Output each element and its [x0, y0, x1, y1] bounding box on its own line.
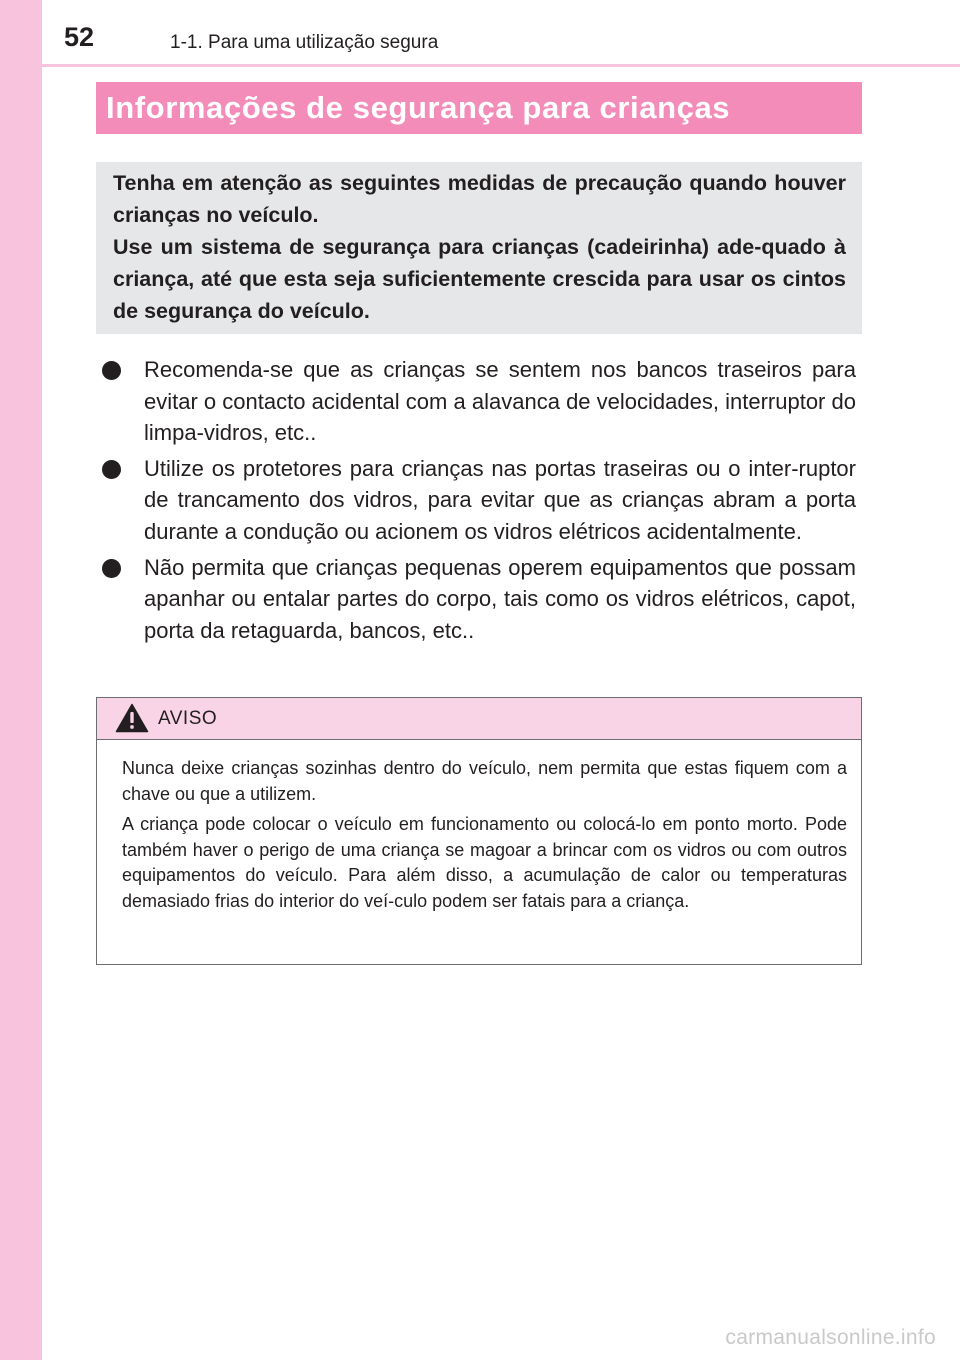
- title-bar: [96, 82, 862, 134]
- list-item: [96, 453, 862, 548]
- warning-label: AVISO: [158, 708, 218, 729]
- bullet-dot-icon: [102, 460, 121, 479]
- page-number: 52: [64, 22, 95, 52]
- warning-triangle-icon: [115, 703, 149, 733]
- warning-box: [96, 697, 862, 965]
- list-item: [96, 354, 862, 449]
- warning-paragraph: Nunca deixe crianças sozinhas dentro do veículo, nem permita que estas fiquem com a chave ou que a utilizem.: [122, 758, 847, 804]
- intro-paragraph: Tenha em atenção as seguintes medidas de precaução quando houver crianças no veículo.: [113, 171, 846, 227]
- bullet-dot-icon: [102, 559, 121, 578]
- intro-paragraph: Use um sistema de segurança para crianças (cadeirinha) ade-quado à criança, até que esta seja suficientemente crescida para usar os cintos de segurança do veículo.: [113, 235, 846, 323]
- bullet-text: Não permita que crianças pequenas operem equipamentos que possam apanhar ou entalar partes do corpo, tais como os vidros elétricos, capot, porta da retaguarda, bancos, etc..: [144, 554, 856, 643]
- bullet-text: Utilize os protetores para crianças nas portas traseiras ou o inter-ruptor de trancamento dos vidros, para evitar que as crianças abram a porta durante a condução ou acionem os vidros elétricos acidentalmente.: [144, 455, 856, 544]
- page-title: Informações de segurança para crianças: [106, 90, 731, 125]
- warning-header: [97, 698, 861, 740]
- header-rule: [42, 64, 960, 67]
- bullet-text: Recomenda-se que as crianças se sentem nos bancos traseiros para evitar o contacto acidental com a alavanca de velocidades, interruptor do limpa-vidros, etc..: [144, 357, 856, 446]
- warning-body: [97, 740, 861, 914]
- bullet-dot-icon: [102, 361, 121, 380]
- watermark: carmanualsonline.info: [725, 1326, 936, 1349]
- warning-paragraph: A criança pode colocar o veículo em funcionamento ou colocá-lo em ponto morto. Pode também haver o perigo de uma criança se magoar a brincar com os vidros ou com outros equipamentos do veículo. Para além disso, a acumulação de calor ou temperaturas demasiado frias do interior do veí-culo podem ser fatais para a criança.: [122, 814, 847, 911]
- section-label: 1-1. Para uma utilização segura: [170, 32, 439, 53]
- bullet-list: [96, 354, 862, 650]
- list-item: [96, 552, 862, 647]
- intro-box: [96, 162, 862, 334]
- side-color-strip: [0, 0, 42, 1360]
